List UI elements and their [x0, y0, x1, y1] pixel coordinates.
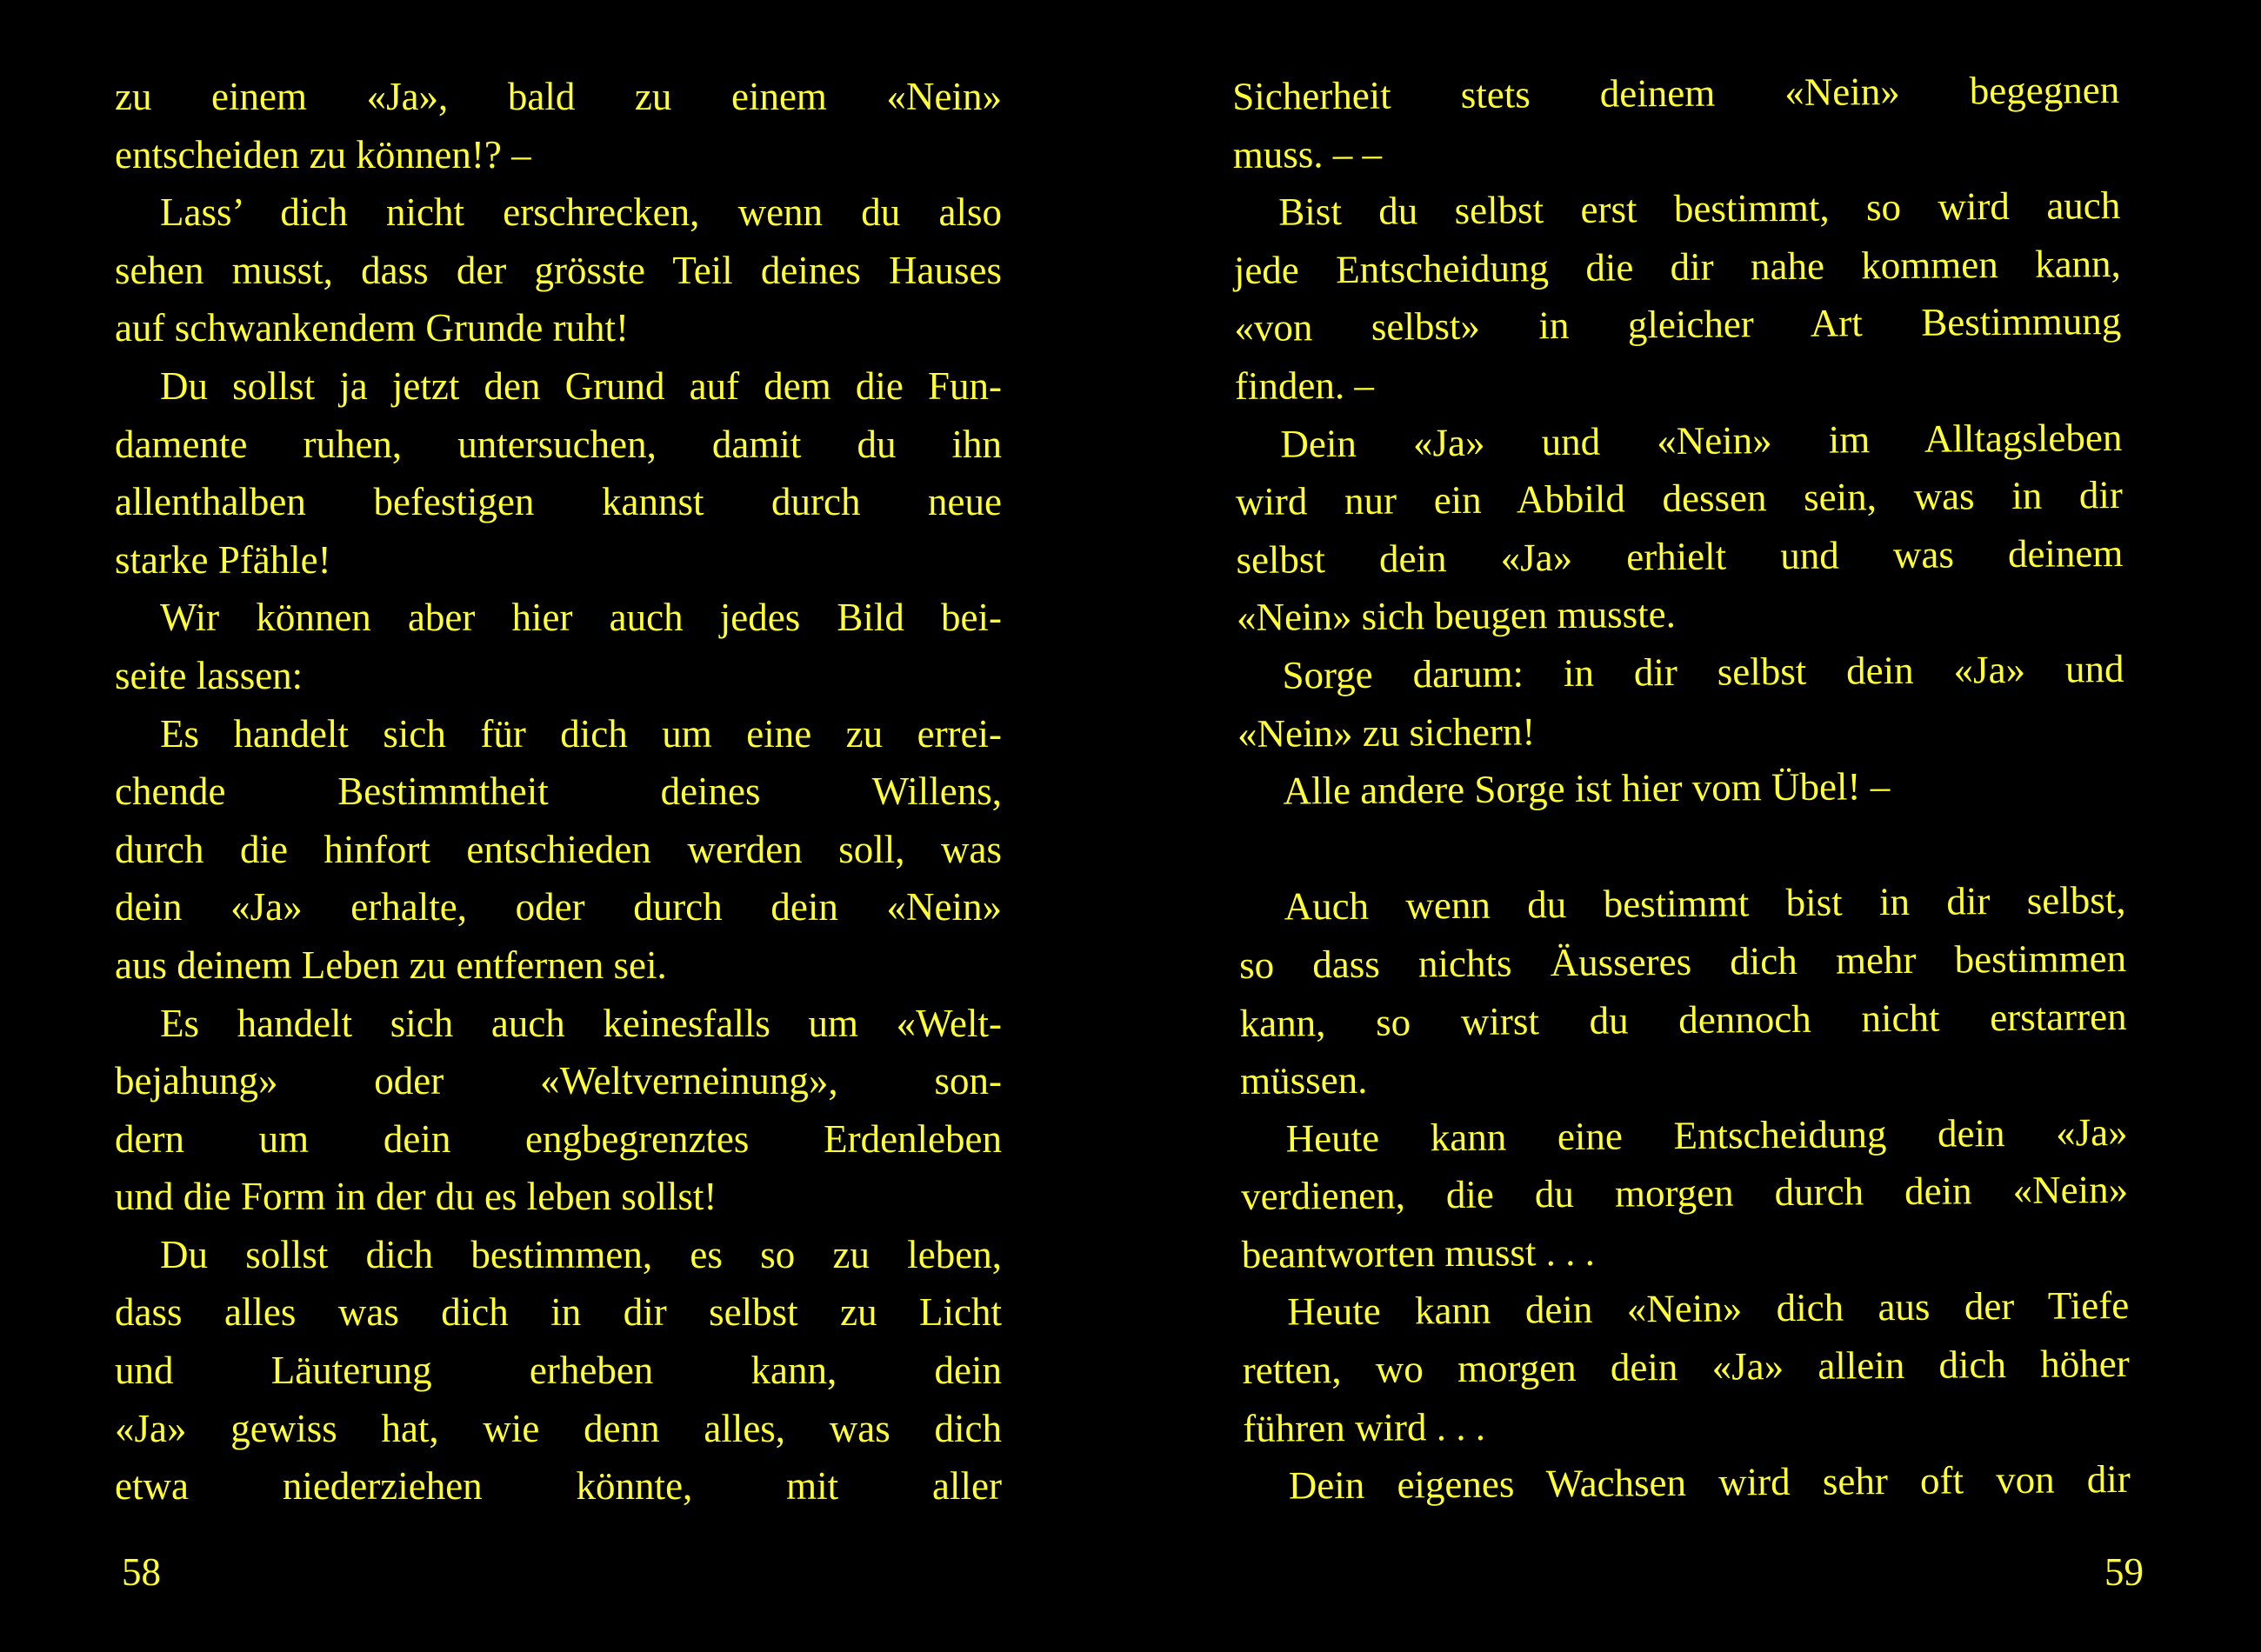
text-line: Auch wenn du bestimmt bist in dir selbst, — [1284, 878, 2126, 929]
text-line: sehen musst, dass der grösste Teil deines Hauses — [115, 248, 1002, 292]
text-line: seite lassen: — [115, 653, 303, 697]
text-line: chende Bestimmtheit deines Willens, — [115, 769, 1002, 814]
text-line: entscheiden zu können!? – — [115, 132, 531, 177]
text-line: «von selbst» in gleicher Art Bestimmung — [1234, 299, 2122, 350]
text-line: zu einem «Ja», bald zu einem «Nein» — [115, 75, 1002, 118]
text-line: «Ja» gewiss hat, wie denn alles, was dich — [115, 1406, 1002, 1450]
text-line: und Läuterung erheben kann, dein — [115, 1349, 1002, 1393]
text-line: Dein eigenes Wachsen wird sehr oft von dir — [1288, 1457, 2131, 1508]
text-line: Dein «Ja» und «Nein» im Alltagsleben — [1280, 415, 2123, 466]
text-line: «Nein» zu sichern! — [1237, 709, 1536, 756]
text-line: führen wird . . . — [1243, 1404, 1486, 1450]
section-break — [1238, 814, 2125, 879]
text-line: bejahung» oder «Weltverneinung», son- — [115, 1059, 1002, 1103]
text-line: Du sollst dich bestimmen, es so zu leben, — [160, 1232, 1002, 1276]
page-number-right: 59 — [2104, 1550, 2144, 1594]
text-line: retten, wo morgen dein «Ja» allein dich höher — [1242, 1342, 2130, 1393]
text-line: muss. – – — [1232, 131, 1383, 177]
text-line: Alle andere Sorge ist hier vom Übel! – — [1283, 764, 1891, 813]
text-line: dein «Ja» erhalte, oder durch dein «Nein» — [115, 885, 1002, 929]
text-line: Sorge darum: in dir selbst dein «Ja» und — [1282, 646, 2124, 697]
text-line: Du sollst ja jetzt den Grund auf dem die Fun- — [160, 363, 1002, 408]
text-line: durch die hinfort entschieden werden soll, was — [115, 827, 1002, 871]
text-line: und die Form in der du es leben sollst! — [115, 1175, 717, 1219]
text-line: dass alles was dich in dir selbst zu Licht — [115, 1290, 1002, 1335]
text-line: damente ruhen, untersuchen, damit du ihn — [115, 422, 1002, 466]
text-line: auf schwankendem Grunde ruht! — [115, 306, 630, 350]
text-line: jede Entscheidung die dir nahe kommen kann, — [1233, 241, 2121, 292]
text-line: wird nur ein Abbild dessen sein, was in dir — [1235, 473, 2124, 524]
text-line: selbst dein «Ja» erhielt und was deinem — [1236, 530, 2124, 582]
text-line: beantworten musst . . . — [1241, 1229, 1596, 1276]
text-line: müssen. — [1239, 1057, 1368, 1103]
text-line: starke Pfähle! — [115, 537, 331, 582]
text-line: dern um dein engbegrenztes Erdenleben — [115, 1116, 1002, 1161]
text-line: finden. – — [1234, 363, 1375, 408]
text-line: allenthalben befestigen kannst durch neue — [115, 480, 1002, 524]
page-number-left: 58 — [122, 1550, 161, 1594]
text-line: Bist du selbst erst bestimmt, so wird auch — [1278, 183, 2121, 234]
text-line: Heute kann dein «Nein» dich aus der Tiefe — [1287, 1283, 2130, 1335]
text-line: Es handelt sich auch keinesfalls um «Welt- — [160, 1001, 1002, 1045]
text-line: Lass’ dich nicht erschrecken, wenn du also — [160, 190, 1002, 235]
text-line: verdienen, die du morgen durch dein «Nein» — [1241, 1168, 2129, 1219]
text-line: Heute kann eine Entscheidung dein «Ja» — [1285, 1109, 2128, 1161]
text-line: Sicherheit stets deinem «Nein» begegnen — [1232, 67, 2120, 118]
text-line: «Nein» sich beugen musste. — [1236, 592, 1677, 640]
right-page-text — [1232, 61, 2131, 1515]
text-line: etwa niederziehen könnte, mit aller — [115, 1464, 1002, 1509]
text-line: so dass nichts Äusseres dich mehr bestimmen — [1238, 936, 2127, 987]
text-line: kann, so wirst du dennoch nicht erstarren — [1239, 994, 2127, 1045]
text-line: Es handelt sich für dich um eine zu errei- — [160, 711, 1002, 756]
left-page-text — [115, 68, 1002, 1515]
text-line: aus deinem Leben zu entfernen sei. — [115, 943, 667, 987]
text-line: Wir können aber hier auch jedes Bild bei- — [160, 596, 1002, 640]
